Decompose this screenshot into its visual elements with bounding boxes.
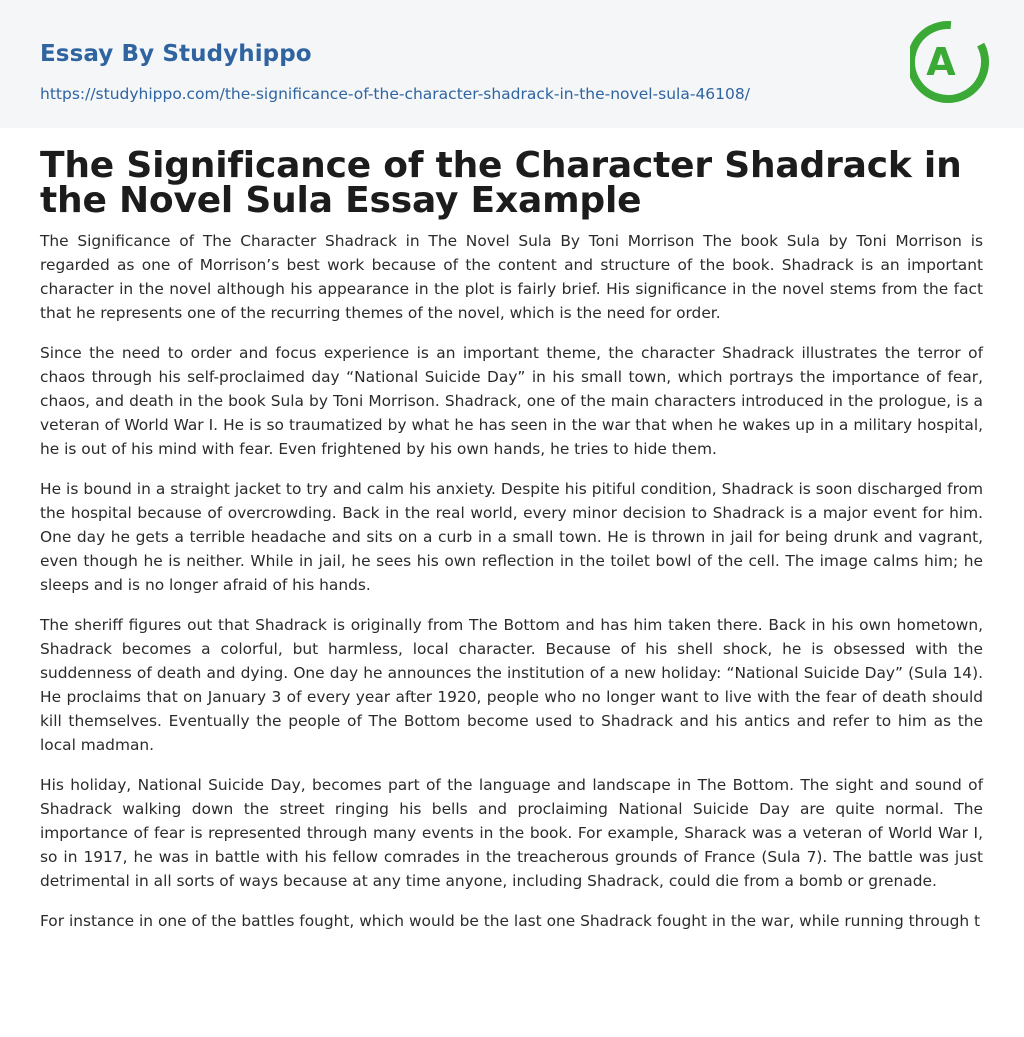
article-paragraph: The sheriff figures out that Shadrack is originally from The Bottom and has him taken there. Back in his own hometown, Shadrack becomes a colorful, but harmless, local character. Because of his shell shock, he is obsessed with the suddenness of death and dying. One day he announces the institution of a new holiday: “National Suicide Day” (Sula 14). He proclaims that on January 3 of every year after 1920, people who no longer want to live with the fear of death should kill themselves. Eventually the people of The Bottom become used to Shadrack and his antics and refer to him as the local madman.: [40, 616, 983, 754]
article-paragraph: He is bound in a straight jacket to try and calm his anxiety. Despite his pitiful condition, Shadrack is soon discharged from the hospital because of overcrowding. Back in the real world, every minor decision to Shadrack is a major event for him. One day he gets a terrible headache and sits on a curb in a small town. He is thrown in jail for being drunk and vagrant, even though he is neither. While in jail, he sees his own reflection in the toilet bowl of the cell. The image calms him; he sleeps and is no longer afraid of his hands.: [40, 480, 983, 594]
logo-letter: A: [926, 40, 956, 84]
article-paragraph: His holiday, National Suicide Day, becomes part of the language and landscape in The Bottom. The sight and sound of Shadrack walking down the street ringing his bells and proclaiming National Suicide Day are quite normal. The importance of fear is represented through many events in the book. For example, Sharack was a veteran of World War I, so in 1917, he was in battle with his fellow comrades in the treacherous grounds of France (Sula 7). The battle was just detrimental in all sorts of ways because at any time anyone, including Shadrack, could die from a bomb or grenade.: [40, 776, 983, 890]
site-header: [0, 0, 1024, 128]
article-paragraph: Since the need to order and focus experience is an important theme, the character Shadrack illustrates the terror of chaos through his self-proclaimed day “National Suicide Day” in his small town, which portrays the importance of fear, chaos, and death in the book Sula by Toni Morrison. Shadrack, one of the main characters introduced in the prologue, is a veteran of World War I. He is so traumatized by what he has seen in the war that when he wakes up in a military hospital, he is out of his mind with fear. Even frightened by his own hands, he tries to hide them.: [40, 344, 983, 458]
article-title: The Significance of the Character Shadrack in the Novel Sula Essay Example: [40, 145, 962, 221]
studyhippo-logo-icon[interactable]: [910, 17, 990, 107]
article-paragraph: The Significance of The Character Shadrack in The Novel Sula By Toni Morrison The book Sula by Toni Morrison is regarded as one of Morrison’s best work because of the content and structure of the book. Shadrack is an important character in the novel although his appearance in the plot is fairly brief. His significance in the novel stems from the fact that he represents one of the recurring themes of the novel, which is the need for order.: [40, 232, 983, 322]
essay-url-link[interactable]: https://studyhippo.com/the-significance-of-the-character-shadrack-in-the-novel-sula-46108/: [40, 85, 750, 103]
article-paragraph: For instance in one of the battles fought, which would be the last one Shadrack fought in the war, while running through t: [40, 912, 981, 930]
article-body: [40, 229, 983, 949]
site-brand[interactable]: Essay By Studyhippo: [40, 41, 312, 67]
